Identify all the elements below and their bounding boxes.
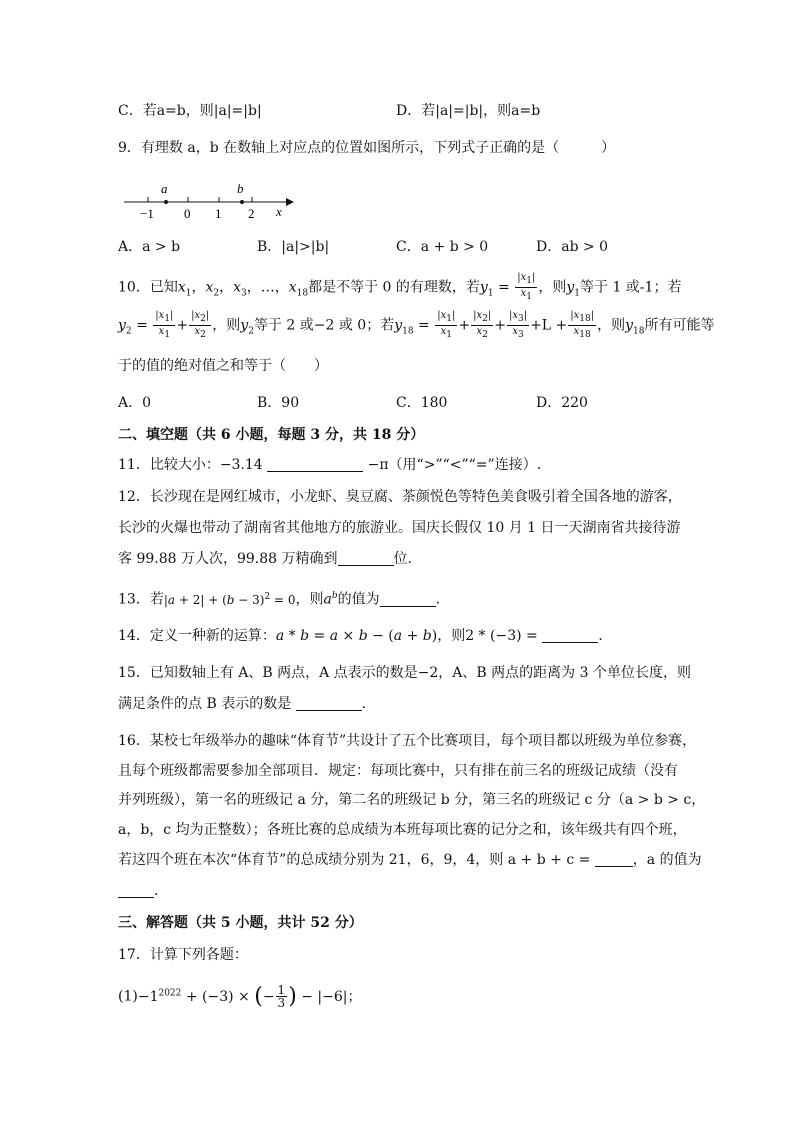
q14-end: .: [598, 628, 603, 644]
q10-line2: $y_2$ = $\frac{|x_1|}{x_1}$ + $\frac{|x_2|}{x_2}$ ，则$y_2$等于 2 或−2 或 0；若$y_{18}$ = $\frac{|x_1|}{x_1}$ + $\frac{|x_2|}{x_2}$ + $\frac{|x_3|}{x_3}$ +L + $\frac{|x_{18}|}{x_{18}}$ ，则$y_{18}$所有可能等: [118, 310, 715, 340]
q8-option-d: D．若|a|=|b|，则a=b: [396, 103, 541, 119]
number-line: [118, 178, 298, 222]
q16-line6: [118, 880, 158, 902]
q12-line3-a: 客 99.88 万人次，99.88 万精确到: [118, 551, 338, 567]
q16-line1: 16．某校七年级举办的趣味“体育节”共设计了五个比赛项目，每个项目都以班级为单位参赛，: [118, 733, 697, 749]
q9-option-b: B．|a|>|b|: [257, 239, 330, 255]
q17-part1-formula: $-1^{2022} + (-3)$ × (− $\frac{1}{3}$ ) − |−6|；: [137, 983, 362, 1011]
q8-option-c: C．若a=b，则|a|=|b|: [118, 103, 262, 119]
frac-y18b: $\frac{|x_2|}{x_2}$: [473, 310, 492, 340]
frac-y18a: $\frac{|x_1|}{x_1}$: [437, 310, 456, 340]
q12-line3: [118, 548, 412, 570]
q9-option-a: A．a > b: [118, 239, 181, 255]
q10-end: ，则: [538, 279, 567, 296]
tick-label-neg1: −1: [140, 206, 154, 221]
point-a-label: a: [161, 181, 168, 196]
axis-label-x: x: [276, 204, 282, 219]
q9-stem: 9．有理数 a，b 在数轴上对应点的位置如图所示，下列式子正确的是（ ）: [118, 140, 616, 156]
q17-part1: [118, 975, 361, 1015]
q16-end: .: [154, 883, 159, 899]
frac-y1: $\frac{|x_1|}{x_1}$: [517, 272, 536, 302]
tick-label-0: 0: [184, 206, 191, 221]
q14-expr: 2 * (−3) =: [465, 628, 543, 644]
q10-option-c: C．180: [396, 395, 448, 411]
q10-option-a: A．0: [118, 395, 152, 411]
q16-blank-sum[interactable]: [595, 852, 633, 867]
q10-line1: 10．已知$x_1$，$x_2$，$x_3$，…，$x_{18}$都是不等于 0 的有理数，若$y_1$ = $\frac{|x_1|}{x_1}$ ，则$y_1$等于 1 或-1；若: [118, 272, 682, 302]
q13-blank[interactable]: [380, 592, 436, 607]
section3-title: 三、解答题（共 5 小题，共计 52 分）: [118, 915, 363, 931]
q14-prefix: 14．定义一种新的运算：: [118, 628, 276, 644]
q12-blank[interactable]: [338, 551, 394, 566]
q14-blank[interactable]: [542, 628, 598, 643]
q15-line2-text: 满足条件的点 B 表示的数是: [118, 696, 292, 712]
q10-line3: 于的值的绝对值之和等于（ ）: [118, 358, 328, 374]
q11-prefix: 11．比较大小：−3.14: [118, 457, 263, 473]
q9-option-c: C．a + b > 0: [396, 239, 489, 255]
q13-prefix: 13．若: [118, 591, 164, 608]
q10-line2-c: ，则: [597, 317, 626, 334]
q14: [118, 625, 603, 647]
q10-tail: 等于 1 或-1；若: [580, 279, 682, 296]
q10-option-d: D．220: [536, 395, 588, 411]
q12-line2: 长沙的火爆也带动了湖南省其他地方的旅游业。国庆长假仅 10 月 1 日一天湖南省共接待游: [118, 520, 681, 536]
q16-line3: 并列班级），第一名的班级记 a 分，第二名的班级记 b 分，第三名的班级记 c 分（a > b > c，: [118, 792, 706, 808]
q13-end: .: [435, 591, 441, 608]
q17-part1-label: (1): [118, 988, 138, 1005]
q12-line1: 12．长沙现在是网红城市，小龙虾、臭豆腐、茶颜悦色等特色美食吸引着全国各地的游客，: [118, 489, 682, 505]
q13: 13．若$|a + 2| + (b - 3)^2 = 0$，则$a^b$的值为 .: [118, 591, 441, 608]
frac-y18c: $\frac{|x_3|}{x_3}$: [508, 310, 528, 340]
q11-suffix: −π（用“>”“<”“=”连接）.: [367, 457, 542, 473]
tick-label-2: 2: [248, 206, 255, 221]
var-x1: x: [177, 279, 186, 296]
q11: [118, 454, 541, 476]
frac-y2b: $\frac{|x_2|}{x_2}$: [191, 310, 210, 340]
point-b-label: b: [237, 181, 244, 196]
q16-line5-a: 若这四个班在本次“体育节”的总成绩分别为 21，6，9，4，则 a + b + c =: [118, 852, 591, 868]
point-a: [164, 200, 168, 204]
q10-line2-b: 等于 2 或−2 或 0；若: [253, 317, 395, 334]
var-x2: x: [205, 279, 214, 296]
frac-y2a: $\frac{|x_1|}{x_1}$: [155, 310, 174, 340]
q15-end: .: [361, 696, 367, 712]
tick-label-1: 1: [215, 206, 222, 221]
frac-y18d: $\frac{|x_{18}|}{x_{18}}$: [570, 310, 595, 340]
q15-line1: 15．已知数轴上有 A、B 两点，A 点表示的数是−2，A、B 两点的距离为 3 个单位长度，则: [118, 665, 691, 681]
q13-suffix: 的值为: [337, 591, 380, 608]
q10-line2-a: ，则: [212, 317, 241, 334]
q9-option-d: D．ab > 0: [536, 239, 609, 255]
q10-line2-d: 所有可能等: [644, 317, 715, 334]
q13-mid: ，则: [295, 591, 324, 608]
q11-blank[interactable]: [267, 457, 363, 472]
q16-line2: 且每个班级都需要参加全部项目．规定：每项比赛中，只有排在前三名的班级记成绩（没有: [118, 763, 678, 779]
q10-prefix: 10．已知: [118, 279, 178, 296]
q12-line3-b: 位.: [393, 551, 412, 567]
q10-option-b: B．90: [257, 395, 300, 411]
q16-line4: a，b，c 均为正整数）；各班比赛的总成绩为本班每项比赛的记分之和，该年级共有四个班，: [118, 822, 687, 838]
q16-line5-b: ，a 的值为: [632, 852, 702, 868]
section2-title: 二、填空题（共 6 小题，每题 3 分，共 18 分）: [118, 427, 425, 443]
q17-stem: 17．计算下列各题：: [118, 947, 248, 963]
point-b: [240, 200, 244, 204]
q13-formula: $|a + 2| + (b - 3)^2 = 0$: [163, 591, 296, 607]
var-x18: x: [288, 279, 297, 296]
ellipsis: …: [260, 279, 275, 296]
q16-blank-a[interactable]: [118, 883, 154, 898]
q14-mid: ，则: [437, 628, 466, 644]
q15-blank[interactable]: [296, 696, 362, 711]
q16-line5: [118, 849, 702, 871]
q10-mid: 都是不等于 0 的有理数，若: [308, 279, 480, 296]
q14-formula: a * b = a × b − (a + b): [275, 628, 438, 644]
var-x3: x: [233, 279, 242, 296]
q15-line2: [118, 693, 366, 715]
